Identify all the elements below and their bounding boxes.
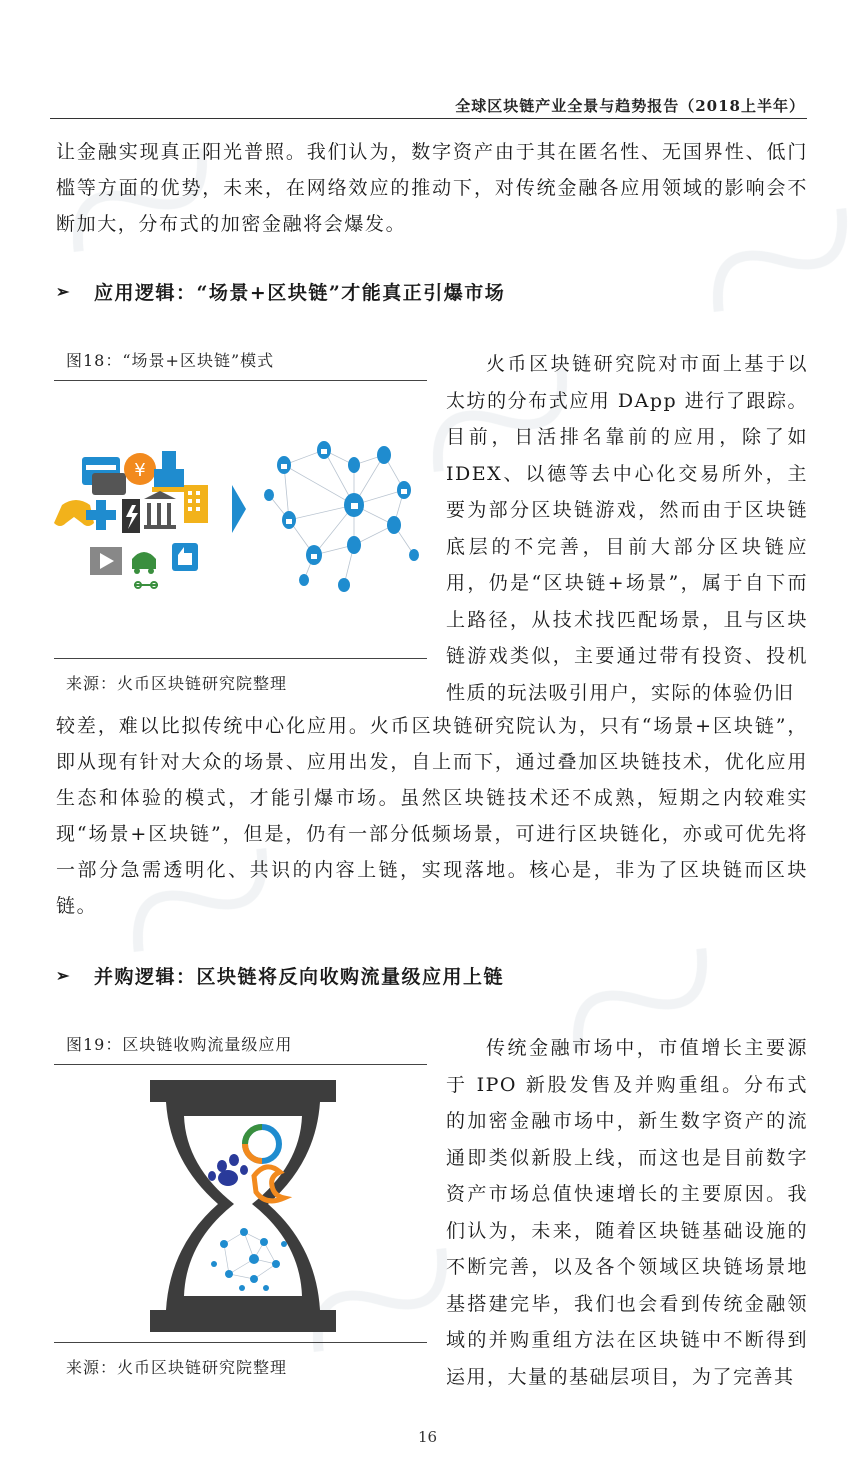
- svg-text:¥: ¥: [134, 460, 146, 481]
- medical-icon: [86, 500, 116, 530]
- section1-side-paragraph: 火币区块链研究院对市面上基于以太坊的分布式应用 DApp 进行了跟踪。目前，日活排名靠前的应用，除了如 IDEX、以德等去中心化交易所外，主要为部分区块链游戏，然而由于区块链底层的不完善，目前大部分区块链应用，仍是“区块链+场景”，属于自下而上路径，从技术找匹配场景，且与区块链游戏类似，主要通过带有投资、投机性质的玩法吸引用户，实际的体验仍旧: [446, 353, 808, 704]
- bullet-arrow-icon: ➢: [56, 282, 71, 301]
- scene-icons-cluster: [54, 451, 208, 588]
- car-icon: [132, 552, 156, 569]
- building-icon: [184, 485, 208, 523]
- figure19-caption: 图19：区块链收购流量级应用: [66, 1035, 293, 1054]
- page-number: 16: [417, 1428, 438, 1446]
- section1-heading: [56, 278, 505, 305]
- section1-side-text: [446, 346, 808, 711]
- factory-icon: [162, 451, 176, 471]
- section2-heading: [56, 962, 504, 989]
- wallet-icon: [92, 473, 126, 495]
- section1-continuation-text: 较差，难以比拟传统中心化应用。火币区块链研究院认为，只有“场景+区块链”，即从现有针对大众的场景、应用出发，自上而下，通过叠加区块链技术，优化应用生态和体验的模式，才能引爆市场。虽然区块链技术还不成熟，短期之内较难实现“场景+区块链”，但是，仍有一部分低频场景，可进行区块链化，亦或可优先将一部分急需透明化、共识的内容上链，实现落地。核心是，非为了区块链而区块链。: [56, 715, 808, 917]
- right-arrow-icon: [232, 485, 246, 533]
- figure19-source: 来源：火币区块链研究院整理: [66, 1358, 288, 1377]
- intro-text: 让金融实现真正阳光普照。我们认为，数字资产由于其在匿名性、无国界性、低门槛等方面的优势，未来，在网络效应的推动下，对传统金融各应用领域的影响会不断加大，分布式的加密金融将会爆发。: [56, 141, 808, 235]
- figure19-image: [54, 1074, 427, 1336]
- figure18-source: 来源：火币区块链研究院整理: [66, 674, 288, 693]
- lock-nodes: [264, 441, 419, 592]
- figure18-image: [54, 395, 427, 645]
- section1-continuation: [56, 708, 808, 924]
- section2-side-paragraph: 传统金融市场中，市值增长主要源于 IPO 新股发售及并购重组。分布式的加密金融市场中，新生数字资产的流通即类似新股上线，而这也是目前数字资产市场总值快速增长的主要原因。我们认为，未来，随着区块链基础设施的不断完善，以及各个领域区块链场景地基搭建完毕，我们也会看到传统金融领域的并购重组方法在区块链中不断得到运用，大量的基础层项目，为了完善其: [446, 1037, 808, 1388]
- bullet-arrow-icon: ➢: [56, 966, 71, 985]
- figure19-bottom-rule: [54, 1342, 427, 1343]
- header-title: 全球区块链产业全景与趋势报告（2018上半年）: [455, 97, 805, 115]
- figure18-bottom-rule: [54, 658, 427, 659]
- section2-side-text: [446, 1030, 808, 1395]
- figure19-top-rule: [54, 1064, 427, 1065]
- figure18-caption: 图18：“场景+区块链”模式: [66, 351, 275, 370]
- figure18-top-rule: [54, 380, 427, 381]
- section1-heading-text: 应用逻辑：“场景+区块链”才能真正引爆市场: [94, 282, 506, 304]
- header-rule: [50, 118, 807, 119]
- bank-icon: [144, 491, 176, 499]
- intro-paragraph: [56, 134, 808, 242]
- section2-heading-text: 并购逻辑：区块链将反向收购流量级应用上链: [94, 966, 505, 988]
